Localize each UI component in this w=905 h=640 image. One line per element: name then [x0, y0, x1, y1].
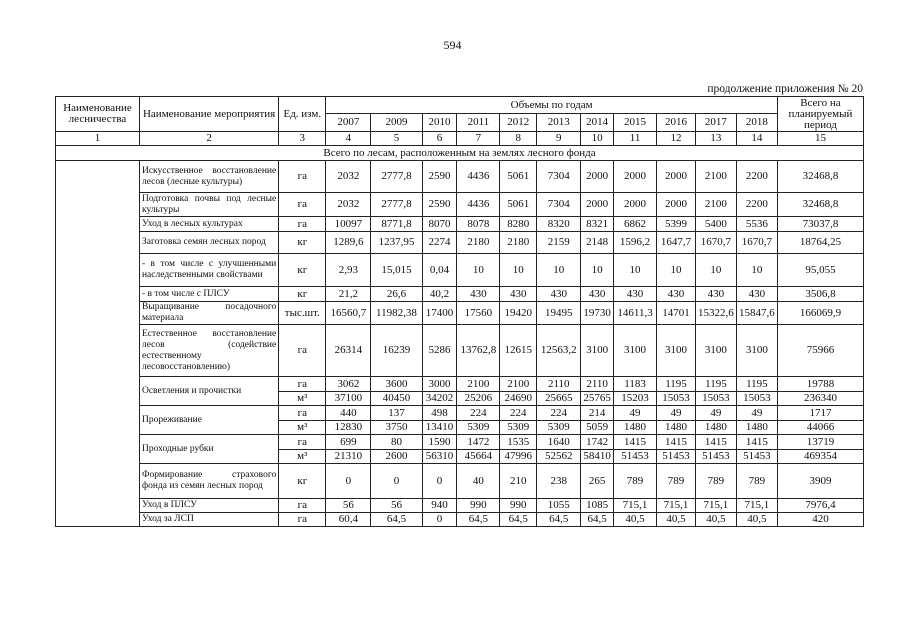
- value-cell: 64,5: [457, 513, 500, 527]
- value-cell: 16560,7: [326, 302, 371, 325]
- value-cell: 16239: [371, 325, 422, 377]
- value-cell: 51453: [657, 450, 696, 464]
- value-cell: 19730: [581, 302, 614, 325]
- value-cell: 5061: [500, 161, 537, 193]
- value-cell: 1670,7: [695, 232, 736, 254]
- value-cell: 789: [614, 464, 657, 499]
- value-cell: 8280: [500, 217, 537, 232]
- value-cell: 2159: [537, 232, 581, 254]
- value-cell: 1480: [695, 421, 736, 435]
- total-cell: 32468,8: [777, 161, 863, 193]
- value-cell: 80: [371, 435, 422, 450]
- volumes-table: [55, 96, 864, 527]
- activity-name: Осветления и прочистки: [139, 377, 278, 406]
- table-row: [56, 193, 864, 217]
- value-cell: 430: [657, 287, 696, 302]
- value-cell: 1085: [581, 499, 614, 513]
- value-cell: 19420: [500, 302, 537, 325]
- value-cell: 5400: [695, 217, 736, 232]
- value-cell: 51453: [695, 450, 736, 464]
- value-cell: 21,2: [326, 287, 371, 302]
- year-header: 2007: [326, 114, 371, 132]
- table-row: [56, 435, 864, 450]
- value-cell: 15053: [736, 392, 777, 406]
- value-cell: 3750: [371, 421, 422, 435]
- value-cell: 25206: [457, 392, 500, 406]
- value-cell: 430: [537, 287, 581, 302]
- year-header: 2011: [457, 114, 500, 132]
- value-cell: 789: [736, 464, 777, 499]
- value-cell: 1415: [657, 435, 696, 450]
- value-cell: 10: [614, 254, 657, 287]
- value-cell: 5061: [500, 193, 537, 217]
- value-cell: 2100: [695, 193, 736, 217]
- activity-name: Уход в ПЛСУ: [139, 499, 278, 513]
- column-number: 13: [695, 132, 736, 146]
- value-cell: 34202: [422, 392, 457, 406]
- value-cell: 13762,8: [457, 325, 500, 377]
- unit-cell: м³: [279, 392, 326, 406]
- column-number: 1: [56, 132, 140, 146]
- continuation-note: продолжение приложения № 20: [707, 83, 863, 95]
- total-cell: 1717: [777, 406, 863, 421]
- value-cell: 24690: [500, 392, 537, 406]
- column-number: 3: [279, 132, 326, 146]
- value-cell: 58410: [581, 450, 614, 464]
- table-row: [56, 287, 864, 302]
- value-cell: 440: [326, 406, 371, 421]
- column-number: 2: [139, 132, 278, 146]
- column-number: 10: [581, 132, 614, 146]
- value-cell: 990: [457, 499, 500, 513]
- value-cell: 13410: [422, 421, 457, 435]
- value-cell: 5309: [537, 421, 581, 435]
- value-cell: 8070: [422, 217, 457, 232]
- header-volumes: Объемы по годам: [326, 97, 778, 114]
- value-cell: 715,1: [614, 499, 657, 513]
- value-cell: 214: [581, 406, 614, 421]
- value-cell: 0: [371, 464, 422, 499]
- value-cell: 1183: [614, 377, 657, 392]
- table-row: [56, 406, 864, 421]
- value-cell: 5399: [657, 217, 696, 232]
- value-cell: 430: [457, 287, 500, 302]
- value-cell: 2100: [500, 377, 537, 392]
- unit-cell: кг: [279, 254, 326, 287]
- value-cell: 498: [422, 406, 457, 421]
- header-activity: Наименование мероприятия: [139, 97, 278, 132]
- value-cell: 3100: [657, 325, 696, 377]
- value-cell: 430: [500, 287, 537, 302]
- value-cell: 56310: [422, 450, 457, 464]
- value-cell: 15053: [657, 392, 696, 406]
- year-header: 2014: [581, 114, 614, 132]
- value-cell: 430: [736, 287, 777, 302]
- value-cell: 1415: [695, 435, 736, 450]
- value-cell: 1195: [736, 377, 777, 392]
- activity-name: Заготовка семян лесных пород: [139, 232, 278, 254]
- value-cell: 224: [500, 406, 537, 421]
- unit-cell: тыс.шт.: [279, 302, 326, 325]
- value-cell: 1647,7: [657, 232, 696, 254]
- total-cell: 7976,4: [777, 499, 863, 513]
- value-cell: 1472: [457, 435, 500, 450]
- value-cell: 5059: [581, 421, 614, 435]
- total-cell: 19788: [777, 377, 863, 392]
- value-cell: 40450: [371, 392, 422, 406]
- value-cell: 2590: [422, 193, 457, 217]
- value-cell: 4436: [457, 193, 500, 217]
- value-cell: 49: [736, 406, 777, 421]
- value-cell: 224: [537, 406, 581, 421]
- value-cell: 1415: [614, 435, 657, 450]
- activity-name: Искусственное восстановление лесов (лесные культуры): [139, 161, 278, 193]
- total-cell: 44066: [777, 421, 863, 435]
- value-cell: 224: [457, 406, 500, 421]
- value-cell: 5309: [457, 421, 500, 435]
- value-cell: 17560: [457, 302, 500, 325]
- value-cell: 1590: [422, 435, 457, 450]
- value-cell: 15203: [614, 392, 657, 406]
- value-cell: 430: [581, 287, 614, 302]
- value-cell: 2180: [457, 232, 500, 254]
- value-cell: 2274: [422, 232, 457, 254]
- value-cell: 2000: [614, 161, 657, 193]
- year-header: 2018: [736, 114, 777, 132]
- unit-cell: га: [279, 325, 326, 377]
- value-cell: 10: [657, 254, 696, 287]
- value-cell: 37100: [326, 392, 371, 406]
- table-row: [56, 325, 864, 377]
- column-number: 9: [537, 132, 581, 146]
- value-cell: 990: [500, 499, 537, 513]
- value-cell: 2777,8: [371, 161, 422, 193]
- value-cell: 3100: [695, 325, 736, 377]
- total-cell: 73037,8: [777, 217, 863, 232]
- value-cell: 2200: [736, 193, 777, 217]
- value-cell: 2180: [500, 232, 537, 254]
- section-title: Всего по лесам, расположенным на землях лесного фонда: [56, 146, 864, 161]
- value-cell: 3600: [371, 377, 422, 392]
- value-cell: 1480: [657, 421, 696, 435]
- column-number: 7: [457, 132, 500, 146]
- value-cell: 2000: [581, 161, 614, 193]
- table-row: [56, 513, 864, 527]
- value-cell: 51453: [614, 450, 657, 464]
- value-cell: 2148: [581, 232, 614, 254]
- value-cell: 51453: [736, 450, 777, 464]
- column-number: 4: [326, 132, 371, 146]
- value-cell: 60,4: [326, 513, 371, 527]
- value-cell: 17400: [422, 302, 457, 325]
- year-header: 2015: [614, 114, 657, 132]
- value-cell: 21310: [326, 450, 371, 464]
- value-cell: 2590: [422, 161, 457, 193]
- value-cell: 45664: [457, 450, 500, 464]
- value-cell: 940: [422, 499, 457, 513]
- value-cell: 1670,7: [736, 232, 777, 254]
- activity-name: Выращивание посадочного материала: [139, 302, 278, 325]
- value-cell: 1195: [657, 377, 696, 392]
- value-cell: 11982,38: [371, 302, 422, 325]
- value-cell: 10: [500, 254, 537, 287]
- table-row: [56, 499, 864, 513]
- activity-name: Уход за ЛСП: [139, 513, 278, 527]
- value-cell: 15053: [695, 392, 736, 406]
- value-cell: 40,5: [736, 513, 777, 527]
- column-number: 5: [371, 132, 422, 146]
- column-number: 12: [657, 132, 696, 146]
- value-cell: 1535: [500, 435, 537, 450]
- value-cell: 1596,2: [614, 232, 657, 254]
- value-cell: 26314: [326, 325, 371, 377]
- value-cell: 0: [422, 513, 457, 527]
- value-cell: 64,5: [500, 513, 537, 527]
- value-cell: 12563,2: [537, 325, 581, 377]
- value-cell: 40: [457, 464, 500, 499]
- total-cell: 236340: [777, 392, 863, 406]
- total-cell: 75966: [777, 325, 863, 377]
- value-cell: 1640: [537, 435, 581, 450]
- year-header: 2009: [371, 114, 422, 132]
- page-number: 594: [443, 38, 462, 52]
- unit-cell: га: [279, 161, 326, 193]
- value-cell: 6862: [614, 217, 657, 232]
- value-cell: 47996: [500, 450, 537, 464]
- value-cell: 4436: [457, 161, 500, 193]
- unit-cell: кг: [279, 287, 326, 302]
- value-cell: 3100: [581, 325, 614, 377]
- table-row: [56, 217, 864, 232]
- column-number: 15: [777, 132, 863, 146]
- value-cell: 1289,6: [326, 232, 371, 254]
- activity-name: Прореживание: [139, 406, 278, 435]
- table-row: [56, 161, 864, 193]
- value-cell: 715,1: [695, 499, 736, 513]
- year-header: 2010: [422, 114, 457, 132]
- column-number: 6: [422, 132, 457, 146]
- table-row: [56, 464, 864, 499]
- value-cell: 49: [695, 406, 736, 421]
- value-cell: 2110: [537, 377, 581, 392]
- total-cell: 3506,8: [777, 287, 863, 302]
- value-cell: 789: [695, 464, 736, 499]
- unit-cell: кг: [279, 464, 326, 499]
- header-unit: Ед. изм.: [279, 97, 326, 132]
- header-total: Всего на планируемый период: [777, 97, 863, 132]
- column-number: 11: [614, 132, 657, 146]
- value-cell: 715,1: [657, 499, 696, 513]
- value-cell: 64,5: [581, 513, 614, 527]
- year-header: 2013: [537, 114, 581, 132]
- column-number: 14: [736, 132, 777, 146]
- value-cell: 25665: [537, 392, 581, 406]
- value-cell: 715,1: [736, 499, 777, 513]
- value-cell: 40,5: [614, 513, 657, 527]
- year-header: 2017: [695, 114, 736, 132]
- value-cell: 2000: [657, 161, 696, 193]
- value-cell: 64,5: [371, 513, 422, 527]
- value-cell: 10: [736, 254, 777, 287]
- value-cell: 14611,3: [614, 302, 657, 325]
- value-cell: 15,015: [371, 254, 422, 287]
- value-cell: 137: [371, 406, 422, 421]
- value-cell: 40,5: [695, 513, 736, 527]
- activity-name: - в том числе с улучшенными наследственными свойствами: [139, 254, 278, 287]
- total-cell: 13719: [777, 435, 863, 450]
- value-cell: 12830: [326, 421, 371, 435]
- value-cell: 52562: [537, 450, 581, 464]
- value-cell: 1742: [581, 435, 614, 450]
- unit-cell: га: [279, 377, 326, 392]
- value-cell: 1415: [736, 435, 777, 450]
- value-cell: 10: [581, 254, 614, 287]
- activity-name: Проходные рубки: [139, 435, 278, 464]
- total-cell: 95,055: [777, 254, 863, 287]
- value-cell: 15322,6: [695, 302, 736, 325]
- value-cell: 2000: [614, 193, 657, 217]
- value-cell: 10: [695, 254, 736, 287]
- value-cell: 10: [457, 254, 500, 287]
- value-cell: 49: [614, 406, 657, 421]
- value-cell: 8321: [581, 217, 614, 232]
- table-row: [56, 302, 864, 325]
- forestry-cell: [56, 161, 140, 527]
- total-cell: 420: [777, 513, 863, 527]
- value-cell: 2000: [581, 193, 614, 217]
- unit-cell: га: [279, 513, 326, 527]
- activity-name: Подготовка почвы под лесные культуры: [139, 193, 278, 217]
- value-cell: 7304: [537, 161, 581, 193]
- value-cell: 3100: [614, 325, 657, 377]
- unit-cell: м³: [279, 421, 326, 435]
- value-cell: 12615: [500, 325, 537, 377]
- value-cell: 0: [422, 464, 457, 499]
- value-cell: 2200: [736, 161, 777, 193]
- value-cell: 2032: [326, 193, 371, 217]
- value-cell: 8320: [537, 217, 581, 232]
- value-cell: 5309: [500, 421, 537, 435]
- value-cell: 2110: [581, 377, 614, 392]
- header-forestry: Наименование лесничества: [56, 97, 140, 132]
- value-cell: 8771,8: [371, 217, 422, 232]
- activity-name: - в том числе с ПЛСУ: [139, 287, 278, 302]
- value-cell: 56: [371, 499, 422, 513]
- total-cell: 469354: [777, 450, 863, 464]
- column-number: 8: [500, 132, 537, 146]
- value-cell: 699: [326, 435, 371, 450]
- unit-cell: га: [279, 499, 326, 513]
- value-cell: 56: [326, 499, 371, 513]
- table-row: [56, 377, 864, 392]
- value-cell: 2,93: [326, 254, 371, 287]
- unit-cell: кг: [279, 232, 326, 254]
- unit-cell: га: [279, 193, 326, 217]
- total-cell: 32468,8: [777, 193, 863, 217]
- value-cell: 1195: [695, 377, 736, 392]
- value-cell: 19495: [537, 302, 581, 325]
- value-cell: 7304: [537, 193, 581, 217]
- year-header: 2016: [657, 114, 696, 132]
- unit-cell: га: [279, 435, 326, 450]
- value-cell: 25765: [581, 392, 614, 406]
- value-cell: 5536: [736, 217, 777, 232]
- value-cell: 430: [695, 287, 736, 302]
- value-cell: 238: [537, 464, 581, 499]
- value-cell: 3100: [736, 325, 777, 377]
- value-cell: 14701: [657, 302, 696, 325]
- total-cell: 166069,9: [777, 302, 863, 325]
- value-cell: 789: [657, 464, 696, 499]
- value-cell: 26,6: [371, 287, 422, 302]
- value-cell: 8078: [457, 217, 500, 232]
- value-cell: 0,04: [422, 254, 457, 287]
- value-cell: 3000: [422, 377, 457, 392]
- value-cell: 2100: [457, 377, 500, 392]
- total-cell: 3909: [777, 464, 863, 499]
- value-cell: 15847,6: [736, 302, 777, 325]
- value-cell: 2032: [326, 161, 371, 193]
- value-cell: 0: [326, 464, 371, 499]
- activity-name: Естественное восстановление лесов (содействие естественному лесовосстановлению): [139, 325, 278, 377]
- year-header: 2012: [500, 114, 537, 132]
- unit-cell: га: [279, 217, 326, 232]
- value-cell: 430: [614, 287, 657, 302]
- value-cell: 210: [500, 464, 537, 499]
- value-cell: 2000: [657, 193, 696, 217]
- value-cell: 2777,8: [371, 193, 422, 217]
- value-cell: 5286: [422, 325, 457, 377]
- value-cell: 1480: [614, 421, 657, 435]
- value-cell: 1480: [736, 421, 777, 435]
- table-row: [56, 254, 864, 287]
- total-cell: 18764,25: [777, 232, 863, 254]
- table-row: [56, 232, 864, 254]
- value-cell: 265: [581, 464, 614, 499]
- activity-name: Уход в лесных культурах: [139, 217, 278, 232]
- value-cell: 64,5: [537, 513, 581, 527]
- value-cell: 10: [537, 254, 581, 287]
- unit-cell: м³: [279, 450, 326, 464]
- activity-name: Формирование страхового фонда из семян лесных пород: [139, 464, 278, 499]
- value-cell: 1055: [537, 499, 581, 513]
- value-cell: 40,5: [657, 513, 696, 527]
- value-cell: 40,2: [422, 287, 457, 302]
- value-cell: 2100: [695, 161, 736, 193]
- value-cell: 3062: [326, 377, 371, 392]
- value-cell: 2600: [371, 450, 422, 464]
- value-cell: 49: [657, 406, 696, 421]
- value-cell: 10097: [326, 217, 371, 232]
- value-cell: 1237,95: [371, 232, 422, 254]
- unit-cell: га: [279, 406, 326, 421]
